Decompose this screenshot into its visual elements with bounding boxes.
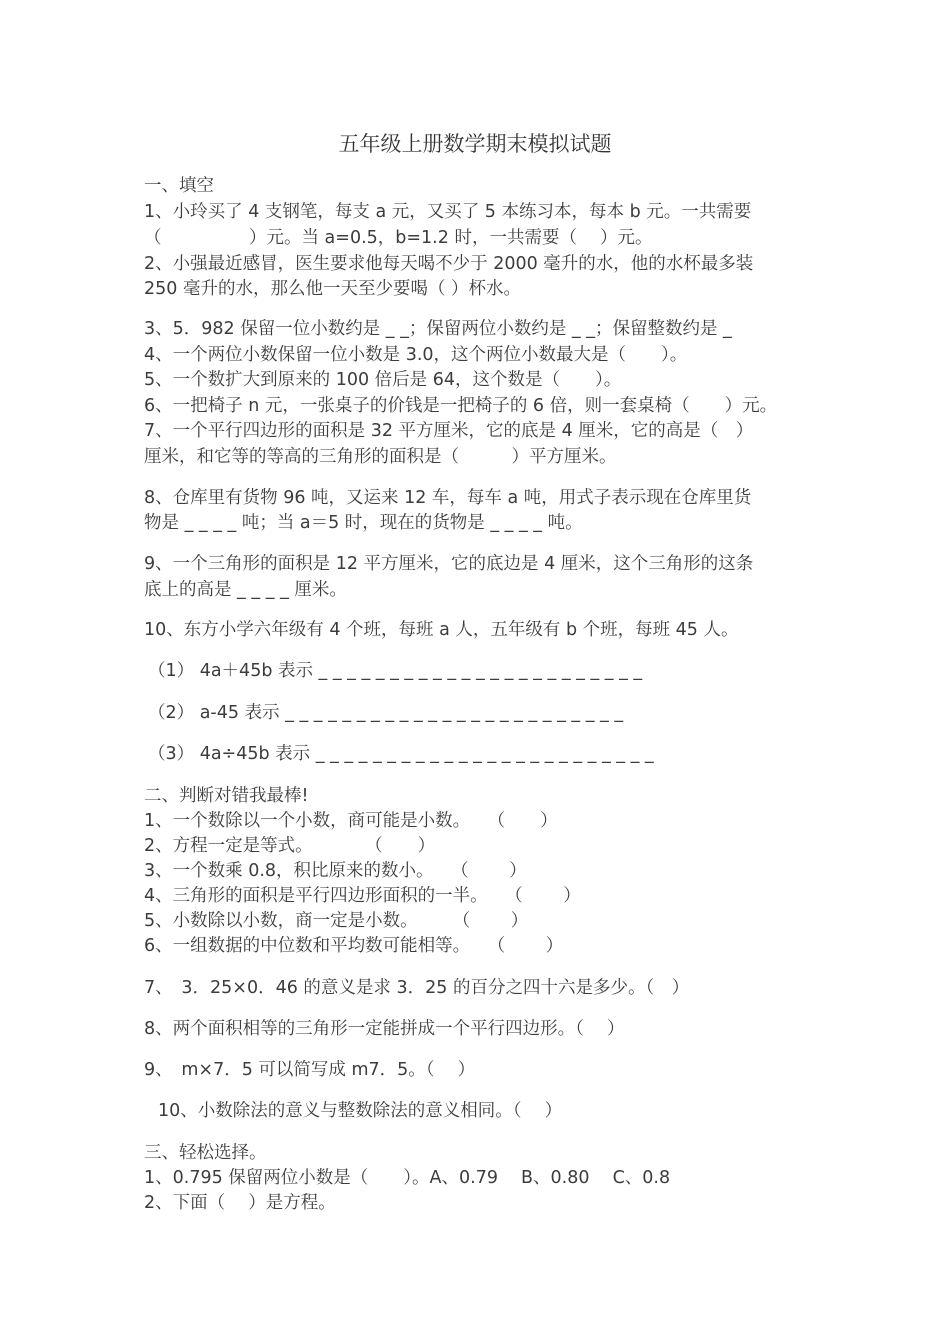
question-line: 7、 3．25×0．46 的意义是求 3．25 的百分之四十六是多少。（ ） <box>144 978 690 998</box>
section-heading-true-false: 二、判断对错我最棒! <box>144 786 309 806</box>
sub-question-line: （3） 4a÷45b 表示 _ _ _ _ _ _ _ _ _ _ _ _ _ _ _ _ _ _ _ _ _ _ _ _ <box>148 744 654 764</box>
question-line: 9、 m×7．5 可以简写成 m7．5。（ ） <box>144 1060 476 1080</box>
question-line: 1、0.795 保留两位小数是（ ）。A、0.79 B、0.80 C、0.8 <box>144 1168 671 1188</box>
question-line: 3、5．982 保留一位小数约是 _ _；保留两位小数约是 _ _；保留整数约是 _ <box>144 319 732 339</box>
question-line: 10、东方小学六年级有 4 个班，每班 a 人，五年级有 b 个班，每班 45 人。 <box>144 620 739 640</box>
question-line: 1、一个数除以一个小数，商可能是小数。 （ ） <box>144 811 558 831</box>
question-line: 4、一个两位小数保留一位小数是 3.0，这个两位小数最大是（ ）。 <box>144 345 688 365</box>
sub-question-line: （2） a-45 表示 _ _ _ _ _ _ _ _ _ _ _ _ _ _ _ _ _ _ _ _ _ _ _ _ <box>148 703 624 723</box>
question-line: 2、小强最近感冒，医生要求他每天喝不少于 2000 毫升的水，他的水杯最多装 <box>144 254 754 274</box>
section-heading-multiple-choice: 三、轻松选择。 <box>144 1143 267 1163</box>
question-line: 10、小数除法的意义与整数除法的意义相同。（ ） <box>158 1101 563 1121</box>
question-line: 6、一把椅子 n 元，一张桌子的价钱是一把椅子的 6 倍，则一套桌椅（ ）元。 <box>144 396 778 416</box>
question-line: （ ）元。当 a=0.5，b=1.2 时，一共需要（ ）元。 <box>144 228 653 248</box>
question-line: 2、方程一定是等式。 （ ） <box>144 836 436 856</box>
question-line: 底上的高是 _ _ _ _ 厘米。 <box>144 580 347 600</box>
section-heading-fill-blank: 一、填空 <box>144 176 214 196</box>
question-line: 5、小数除以小数，商一定是小数。 （ ） <box>144 911 529 931</box>
sub-question-line: （1） 4a＋45b 表示 _ _ _ _ _ _ _ _ _ _ _ _ _ _ _ _ _ _ _ _ _ _ _ <box>148 661 643 681</box>
question-line: 厘米，和它等的等高的三角形的面积是（ ）平方厘米。 <box>144 447 617 467</box>
question-line: 物是 _ _ _ _ 吨；当 a＝5 时，现在的货物是 _ _ _ _ 吨。 <box>144 513 583 533</box>
question-line: 7、一个平行四边形的面积是 32 平方厘米，它的底是 4 厘米，它的高是（ ） <box>144 421 754 441</box>
question-line: 5、一个数扩大到原来的 100 倍后是 64，这个数是（ ）。 <box>144 370 622 390</box>
question-line: 8、两个面积相等的三角形一定能拼成一个平行四边形。（ ） <box>144 1019 625 1039</box>
question-line: 1、小玲买了 4 支钢笔，每支 a 元，又买了 5 本练习本，每本 b 元。一共需要 <box>144 202 752 222</box>
document-title: 五年级上册数学期末模拟试题 <box>338 132 612 156</box>
question-line: 2、下面（ ）是方程。 <box>144 1193 336 1213</box>
question-line: 6、一组数据的中位数和平均数可能相等。 （ ） <box>144 936 564 956</box>
question-line: 250 毫升的水，那么他一天至少要喝（ ）杯水。 <box>144 279 522 299</box>
question-line: 9、一个三角形的面积是 12 平方厘米，它的底边是 4 厘米，这个三角形的这条 <box>144 554 754 574</box>
question-line: 8、仓库里有货物 96 吨，又运来 12 车，每车 a 吨，用式子表示现在仓库里货 <box>144 488 752 508</box>
question-line: 4、三角形的面积是平行四边形面积的一半。 （ ） <box>144 886 581 906</box>
question-line: 3、一个数乘 0.8，积比原来的数小。 （ ） <box>144 861 527 881</box>
